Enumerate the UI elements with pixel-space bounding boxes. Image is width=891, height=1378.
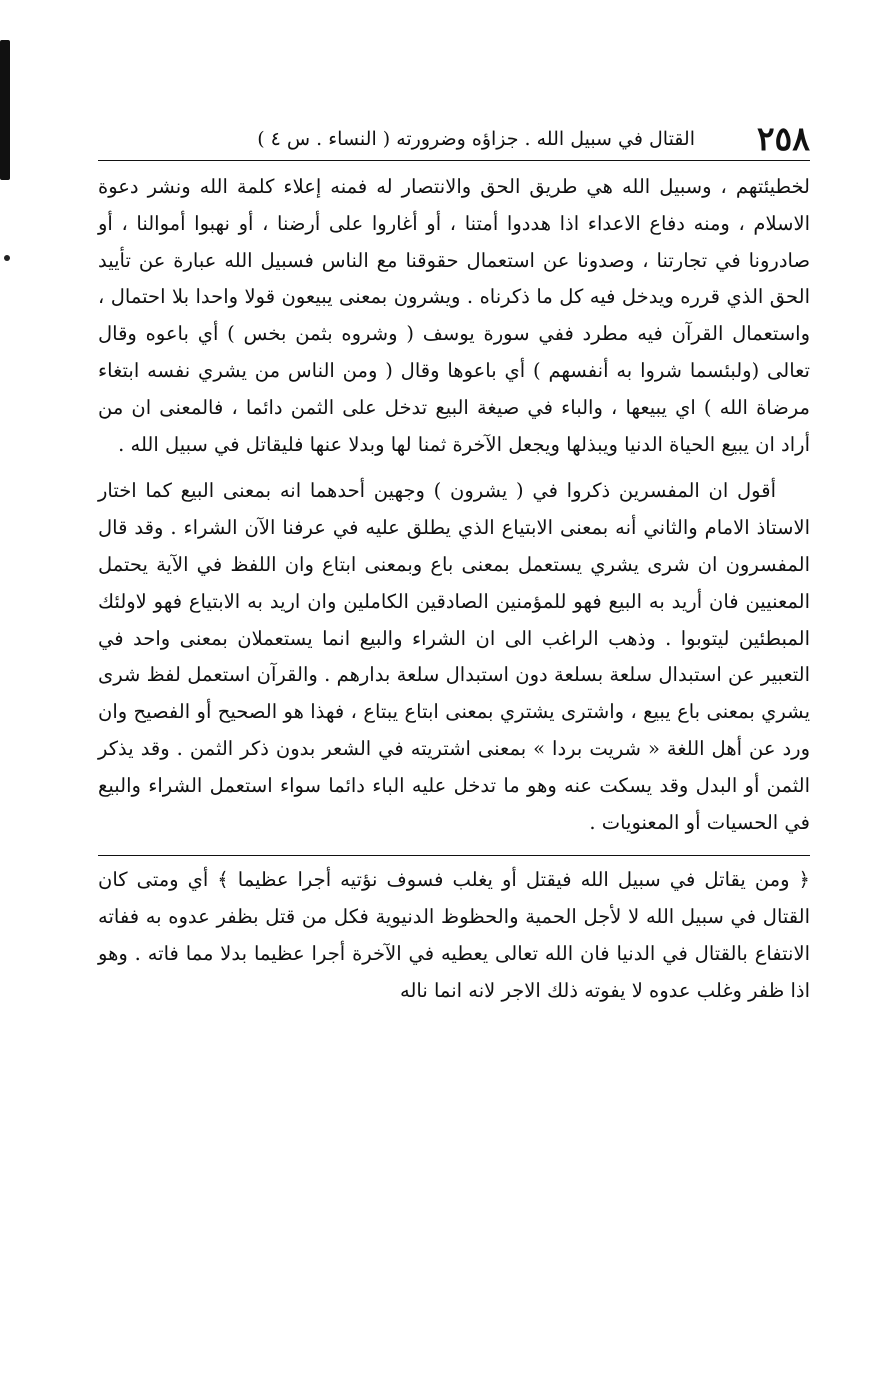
running-title: القتال في سبيل الله . جزاؤه وضرورته ( النساء . س ٤ ) bbox=[257, 128, 695, 150]
page-header bbox=[98, 118, 810, 161]
footnote-divider bbox=[98, 855, 810, 856]
main-text bbox=[98, 169, 810, 1010]
paragraph: لخطيئتهم ، وسبيل الله هي طريق الحق والانتصار له فمنه إعلاء كلمة الله ونشر دعوة الاسلام ، ومنه دفاع الاعداء اذا هددوا أمتنا ، أو أغاروا على أرضنا ، أو نهبوا أموالنا ، أو صادرونا في تجارتنا ، وصدونا عن استعمال حقوقنا مع الناس فسبيل الله عبارة عن تأييد الحق الذي قرره ويدخل فيه كل ما ذكرناه . ويشرون بمعنى يبيعون قولا واحدا بلا احتمال ، واستعمال القرآن فيه مطرد ففي سورة يوسف ( وشروه بثمن بخس ) أي باعوه وقال تعالى (ولبئسما شروا به أنفسهم ) أي باعوها وقال ( ومن الناس من يشري نفسه ابتغاء مرضاة الله ) اي يبيعها ، والباء في صيغة البيع تدخل على الثمن دائما ، فالمعنى ان من أراد ان يبيع الحياة الدنيا ويبذلها ويجعل الآخرة ثمنا لها وبدلا عنها فليقاتل في سبيل الله . bbox=[98, 175, 810, 456]
continuation-section bbox=[98, 862, 810, 1009]
paragraph: أقول ان المفسرين ذكروا في ( يشرون ) وجهين أحدهما انه بمعنى البيع كما اختار الاستاذ الامام والثاني أنه بمعنى الابتياع الذي يطلق عليه في عرفنا الآن الشراء . وقد قال المفسرون ان شرى يشري يستعمل بمعنى باع وبمعنى ابتاع وان اللفظ في الآية يحتمل المعنيين فان أريد به البيع فهو للمؤمنين الصادقين الكاملين وان اريد به الابتياع فهو لاولئك المبطئين ليتوبوا . وذهب الراغب الى ان الشراء والبيع انما يستعملان بمعنى واحد في التعبير عن استبدال سلعة بسلعة دون استبدال سلعة بدارهم . والقرآن استعمل لفظ شرى يشري بمعنى باع يبيع ، واشترى يشتري بمعنى ابتاع يبتاع ، فهذا هو الصحيح أو الفصيح وان ورد عن أهل اللغة « شريت بردا » بمعنى اشتريته في الشعر بدون ذكر الثمن . وقد يذكر الثمن أو البدل وقد يسكت عنه وهو ما تدخل عليه الباء دائما سواء استعمل الشراء والبيع في الحسيات أو المعنويات . bbox=[98, 479, 810, 834]
margin-dot bbox=[4, 255, 10, 261]
book-page bbox=[98, 118, 810, 1010]
binding-edge-mark bbox=[0, 40, 10, 180]
paragraph: ﴿ ومن يقاتل في سبيل الله فيقتل أو يغلب فسوف نؤتيه أجرا عظيما ﴾ أي ومتى كان القتال في سبيل الله لا لأجل الحمية والحظوظ الدنيوية فكل من قتل بظفر عدوه به ففاته الانتفاع بالقتال في الدنيا فان الله تعالى يعطيه في الآخرة أجرا عظيما بدلا مما فاته . وهو اذا ظفر وغلب عدوه لا يفوته ذلك الاجر لانه انما ناله bbox=[98, 868, 810, 1002]
page-number: ٢٥٨ bbox=[756, 119, 810, 158]
